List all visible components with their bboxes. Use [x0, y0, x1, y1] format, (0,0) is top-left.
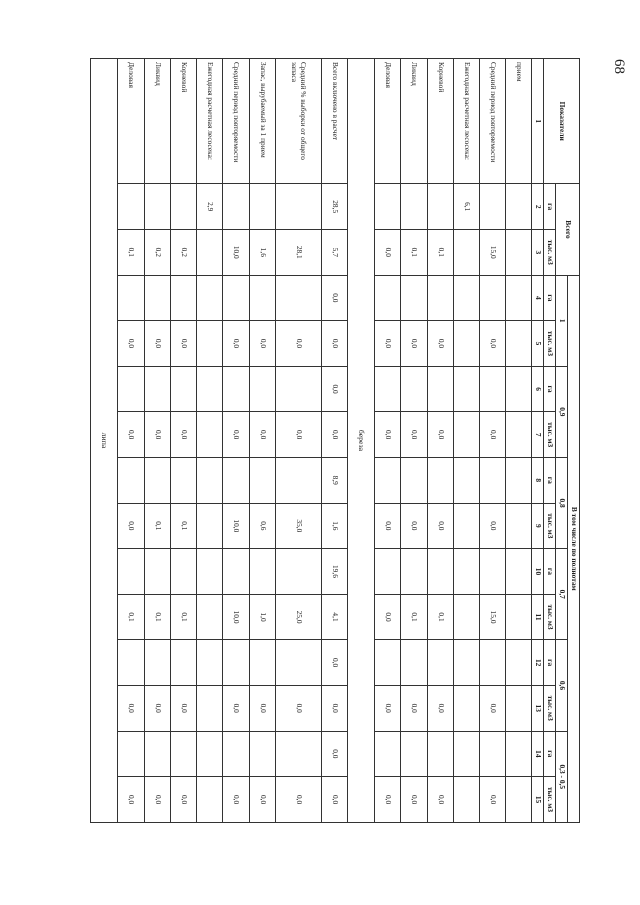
table-cell [506, 731, 532, 777]
row-label: Деловая [118, 59, 144, 184]
page-number: 68 [611, 59, 627, 74]
column-number: 10 [532, 549, 544, 595]
density-header: 0,6 [556, 640, 568, 731]
unit-thm3-header: тыс. м3 [544, 685, 556, 731]
table-cell [197, 594, 223, 640]
table-cell [506, 457, 532, 503]
section-row [347, 59, 374, 823]
unit-ha-header: га [544, 275, 556, 321]
table-cell [401, 731, 427, 777]
table-cell [118, 640, 144, 686]
table-cell [453, 640, 479, 686]
unit-thm3-header: тыс. м3 [544, 321, 556, 367]
density-header: 0,3 - 0,5 [556, 731, 568, 822]
table-cell [506, 229, 532, 275]
table-cell: 0,1 [427, 594, 453, 640]
table-cell [480, 640, 506, 686]
table-cell [144, 457, 170, 503]
column-number: 12 [532, 640, 544, 686]
row-label: прием [506, 59, 532, 184]
table-cell: 28,5 [321, 184, 347, 230]
table-cell: 0,0 [480, 777, 506, 823]
table-cell: 0,0 [427, 685, 453, 731]
table-cell [480, 731, 506, 777]
column-number: 1 [532, 59, 544, 184]
table-cell [197, 321, 223, 367]
table-cell: 0,1 [170, 503, 196, 549]
table-cell [144, 731, 170, 777]
table-cell: 0,0 [427, 321, 453, 367]
unit-thm3-header: тыс. м3 [544, 503, 556, 549]
density-header: 0,9 [556, 366, 568, 457]
table-cell [197, 275, 223, 321]
table-cell [275, 731, 321, 777]
table-cell [453, 229, 479, 275]
table-cell: 6,1 [453, 184, 479, 230]
species-section-label: береза [347, 59, 374, 823]
table-cell [401, 640, 427, 686]
table-cell: 19,6 [321, 549, 347, 595]
table-cell [249, 184, 275, 230]
table-cell [223, 731, 249, 777]
row-label: Ежегодная расчетная лесосека: [453, 59, 479, 184]
table-cell: 0,1 [144, 594, 170, 640]
unit-ha-header: га [544, 549, 556, 595]
column-number: 15 [532, 777, 544, 823]
table-cell [144, 275, 170, 321]
table-cell: 0,0 [480, 412, 506, 458]
table-cell [197, 229, 223, 275]
table-cell: 0,0 [144, 321, 170, 367]
table-cell: 0,0 [170, 321, 196, 367]
column-number-row [532, 59, 544, 823]
table-cell: 0,0 [170, 685, 196, 731]
table-cell [223, 275, 249, 321]
table-cell [506, 777, 532, 823]
table-cell: 0,1 [401, 229, 427, 275]
table-cell [427, 457, 453, 503]
table-cell [427, 366, 453, 412]
table-cell: 0,1 [144, 503, 170, 549]
table-cell: 0,0 [118, 503, 144, 549]
table-cell [506, 184, 532, 230]
row-label: Запас, вырубаемый за 1 прием [249, 59, 275, 184]
table-row [321, 59, 347, 823]
table-cell: 0,2 [144, 229, 170, 275]
table-cell: 15,0 [480, 229, 506, 275]
table-cell [427, 549, 453, 595]
unit-ha-header: га [544, 731, 556, 777]
header-indicators: Показатели [544, 59, 580, 184]
cutting-volume-table [90, 58, 580, 823]
table-cell [275, 640, 321, 686]
table-cell [453, 457, 479, 503]
table-cell: 0,0 [275, 412, 321, 458]
table-cell: 0,0 [144, 777, 170, 823]
table-cell [427, 731, 453, 777]
unit-thm3-header: тыс. м3 [544, 594, 556, 640]
table-cell: 25,0 [275, 594, 321, 640]
table-cell [170, 640, 196, 686]
table-cell: 0,0 [118, 412, 144, 458]
table-cell: 0,0 [427, 412, 453, 458]
table-cell [249, 640, 275, 686]
table-cell: 0,0 [427, 777, 453, 823]
unit-thm3-header: тыс. м3 [544, 412, 556, 458]
table-cell [170, 275, 196, 321]
section-row [91, 59, 118, 823]
header-including-by-density: В том числе по полнотам [568, 275, 580, 822]
table-row [170, 59, 196, 823]
table-cell [453, 366, 479, 412]
table-cell [506, 685, 532, 731]
table-cell: 0,6 [249, 503, 275, 549]
table-cell [427, 184, 453, 230]
row-label: Корневой [170, 59, 196, 184]
table-cell: 0,1 [170, 594, 196, 640]
table-row [223, 59, 249, 823]
table-cell [249, 549, 275, 595]
table-cell [506, 549, 532, 595]
table-cell [453, 275, 479, 321]
table-row [480, 59, 506, 823]
table-cell: 0,0 [170, 777, 196, 823]
table-cell: 0,0 [321, 366, 347, 412]
table-cell [506, 594, 532, 640]
table-cell: 0,1 [427, 229, 453, 275]
table-cell [480, 184, 506, 230]
table-cell [453, 777, 479, 823]
table-cell [170, 549, 196, 595]
table-cell: 5,7 [321, 229, 347, 275]
table-cell: 0,0 [401, 503, 427, 549]
table-cell: 8,9 [321, 457, 347, 503]
table-cell: 1,6 [321, 503, 347, 549]
table-cell [506, 503, 532, 549]
table-cell [453, 321, 479, 367]
table-cell: 0,0 [144, 412, 170, 458]
table-cell [144, 366, 170, 412]
table-cell [480, 457, 506, 503]
table-cell [144, 184, 170, 230]
table-cell [401, 184, 427, 230]
table-body [91, 59, 533, 823]
table-cell: 0,0 [223, 685, 249, 731]
unit-ha-header: га [544, 640, 556, 686]
column-number: 5 [532, 321, 544, 367]
table-cell [118, 549, 144, 595]
table-cell [170, 184, 196, 230]
table-cell: 0,0 [275, 777, 321, 823]
row-label: Деловая [375, 59, 401, 184]
table-cell [506, 366, 532, 412]
density-header: 0,7 [556, 549, 568, 640]
table-cell [197, 366, 223, 412]
column-number: 13 [532, 685, 544, 731]
table-cell [480, 366, 506, 412]
table-cell [375, 184, 401, 230]
table-row [118, 59, 144, 823]
row-label: Ежегодная расчетная лесосека: [197, 59, 223, 184]
table-cell [453, 594, 479, 640]
table-cell: 0,1 [401, 594, 427, 640]
table-cell [170, 366, 196, 412]
table-cell [506, 640, 532, 686]
table-cell [197, 412, 223, 458]
table-cell [427, 275, 453, 321]
table-cell: 0,1 [118, 229, 144, 275]
table-cell [275, 184, 321, 230]
table-cell: 0,0 [249, 412, 275, 458]
unit-ha-header: га [544, 366, 556, 412]
table-cell [118, 275, 144, 321]
table-cell [275, 275, 321, 321]
table-cell [453, 412, 479, 458]
table-cell [144, 549, 170, 595]
table-cell: 0,2 [170, 229, 196, 275]
table-cell: 1,0 [249, 594, 275, 640]
table-cell [223, 549, 249, 595]
table-cell: 0,0 [249, 321, 275, 367]
table-cell: 15,0 [480, 594, 506, 640]
table-cell [375, 640, 401, 686]
table-cell: 0,0 [375, 594, 401, 640]
density-header: 1 [556, 275, 568, 366]
row-label: Средний период повторяемости [223, 59, 249, 184]
row-label: Корневой [427, 59, 453, 184]
table-cell: 0,0 [275, 685, 321, 731]
table-cell: 0,0 [321, 321, 347, 367]
table-cell [453, 549, 479, 595]
table-cell [401, 275, 427, 321]
table-cell: 35,0 [275, 503, 321, 549]
unit-ha-header: га [544, 184, 556, 230]
table-cell: 0,0 [118, 321, 144, 367]
table-cell: 10,0 [223, 229, 249, 275]
row-label: Всего включено в расчет [321, 59, 347, 184]
table-cell: 0,0 [480, 321, 506, 367]
table-cell [480, 549, 506, 595]
column-number: 3 [532, 229, 544, 275]
table-cell [375, 457, 401, 503]
table-cell [275, 549, 321, 595]
table-row [197, 59, 223, 823]
row-label: Ликвид [144, 59, 170, 184]
table-cell [275, 366, 321, 412]
table-cell [170, 457, 196, 503]
table-cell [118, 731, 144, 777]
table-cell [249, 366, 275, 412]
table-cell [223, 457, 249, 503]
table-cell [401, 549, 427, 595]
table-cell [275, 457, 321, 503]
table-cell [170, 731, 196, 777]
table-cell [197, 640, 223, 686]
table-cell [249, 275, 275, 321]
table-cell: 0,0 [170, 412, 196, 458]
table-cell: 0,0 [249, 685, 275, 731]
table-cell: 0,0 [321, 685, 347, 731]
row-label: Средний период повторяемости [480, 59, 506, 184]
table-cell [480, 275, 506, 321]
table-cell: 1,6 [249, 229, 275, 275]
table-cell: 0,0 [223, 321, 249, 367]
table-cell: 0,0 [375, 685, 401, 731]
unit-ha-header: га [544, 457, 556, 503]
column-number: 11 [532, 594, 544, 640]
table-cell: 0,0 [249, 777, 275, 823]
unit-thm3-header: тыс. м3 [544, 777, 556, 823]
table-cell: 0,0 [144, 685, 170, 731]
table-cell: 0,1 [118, 594, 144, 640]
table-cell [118, 184, 144, 230]
table-cell: 0,0 [480, 503, 506, 549]
table-cell [197, 777, 223, 823]
table-cell [223, 640, 249, 686]
table-cell: 0,0 [321, 731, 347, 777]
table-row [401, 59, 427, 823]
column-number: 2 [532, 184, 544, 230]
table-cell: 0,0 [401, 321, 427, 367]
table-cell [375, 549, 401, 595]
table-cell [118, 366, 144, 412]
table-cell [249, 731, 275, 777]
table-cell [453, 731, 479, 777]
table-cell: 2,9 [197, 184, 223, 230]
table-cell [506, 275, 532, 321]
table-cell [453, 685, 479, 731]
table-cell [197, 731, 223, 777]
column-number: 7 [532, 412, 544, 458]
table-cell: 0,0 [321, 777, 347, 823]
table-cell [118, 457, 144, 503]
table-cell: 0,0 [375, 777, 401, 823]
table-cell: 0,0 [401, 412, 427, 458]
table-cell [401, 457, 427, 503]
table-row [506, 59, 532, 823]
table-cell: 10,0 [223, 503, 249, 549]
unit-thm3-header: тыс. м3 [544, 229, 556, 275]
table-cell: 10,0 [223, 594, 249, 640]
density-header: 0,8 [556, 457, 568, 548]
table-cell: 0,0 [375, 412, 401, 458]
table-cell: 0,0 [321, 275, 347, 321]
table-cell [197, 503, 223, 549]
species-section-label: липа [91, 59, 118, 823]
table-row [275, 59, 321, 823]
table-row [453, 59, 479, 823]
table-row [249, 59, 275, 823]
table-cell: 0,0 [375, 503, 401, 549]
column-number: 4 [532, 275, 544, 321]
table-cell [197, 549, 223, 595]
table-cell: 0,0 [118, 685, 144, 731]
table-cell [197, 457, 223, 503]
table-cell: 0,0 [480, 685, 506, 731]
row-label: Ликвид [401, 59, 427, 184]
table-cell [197, 685, 223, 731]
table-row [427, 59, 453, 823]
table-cell: 0,0 [118, 777, 144, 823]
table-cell: 0,0 [427, 503, 453, 549]
table-cell [506, 321, 532, 367]
table-cell: 0,0 [321, 412, 347, 458]
table-cell: 0,0 [375, 229, 401, 275]
table-cell [223, 366, 249, 412]
table-cell [375, 275, 401, 321]
column-number: 8 [532, 457, 544, 503]
table-cell [401, 366, 427, 412]
table-cell: 0,0 [401, 685, 427, 731]
table-cell: 0,0 [401, 777, 427, 823]
table-cell: 0,0 [321, 640, 347, 686]
table-cell: 0,0 [223, 777, 249, 823]
table-row [144, 59, 170, 823]
table-cell: 4,1 [321, 594, 347, 640]
table-cell [249, 457, 275, 503]
table-cell [453, 503, 479, 549]
row-label: Средний % выборки от общего запаса [275, 59, 321, 184]
table-cell: 0,0 [275, 321, 321, 367]
table-cell [375, 731, 401, 777]
table-cell [223, 184, 249, 230]
column-number: 6 [532, 366, 544, 412]
table-row [375, 59, 401, 823]
table-cell [375, 366, 401, 412]
column-number: 9 [532, 503, 544, 549]
header-total: Всего [556, 184, 580, 275]
rotated-table-area [90, 58, 580, 823]
table-cell [427, 640, 453, 686]
column-number: 14 [532, 731, 544, 777]
table-cell: 0,0 [223, 412, 249, 458]
table-cell: 0,0 [375, 321, 401, 367]
table-cell [144, 640, 170, 686]
table-cell [506, 412, 532, 458]
table-cell: 28,1 [275, 229, 321, 275]
